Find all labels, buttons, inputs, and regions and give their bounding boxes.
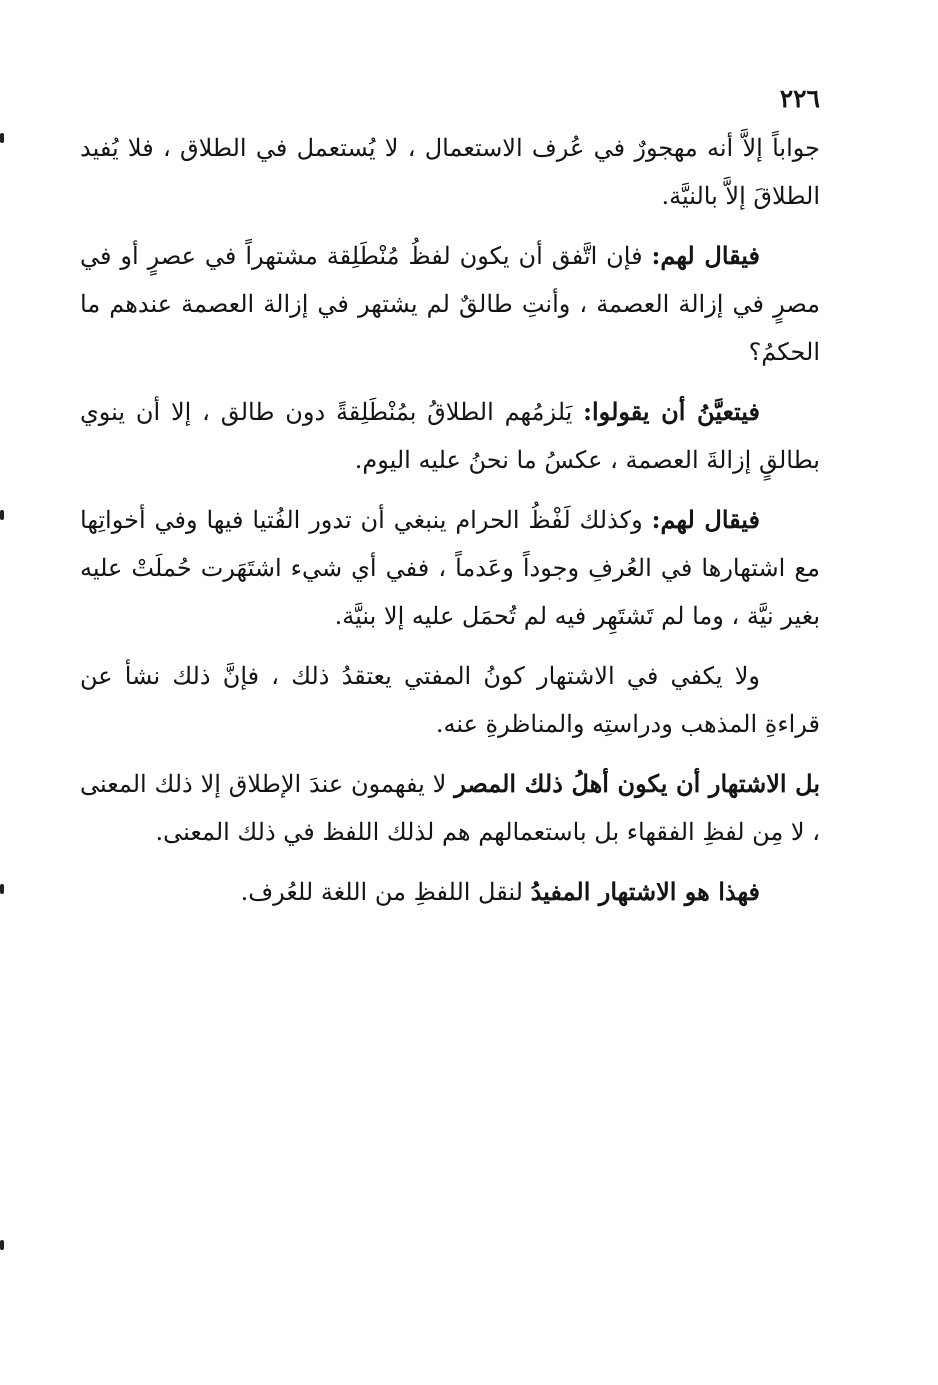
scan-mark bbox=[0, 884, 4, 894]
paragraph-5 bbox=[80, 652, 820, 748]
paragraph-text: لا يفهمون عندَ الإطلاق إلا ذلك المعنى ، لا مِن لفظِ الفقهاء بل باستعمالهم هم لذلك اللفظ في ذلك المعنى. bbox=[80, 770, 820, 846]
paragraph-lead: فيقال لهم: bbox=[651, 505, 760, 534]
paragraph-1 bbox=[80, 124, 820, 220]
paragraph-text: فإن اتَّفق أن يكون لفظُ مُنْطَلِقة مشتهراً في عصرٍ أو في مصرٍ في إزالة العصمة ، وأنتِ طالقٌ لم يشتهر في إزالة العصمة عندهم ما الحكمُ؟ bbox=[80, 242, 820, 366]
paragraph-text: يَلزمُهم الطلاقُ بمُنْطَلِقةً دون طالق ، إلا أن ينوي بطالقٍ إزالةَ العصمة ، عكسُ ما نحنُ عليه اليوم. bbox=[80, 398, 820, 474]
scan-mark bbox=[0, 133, 4, 143]
paragraph-lead: فيقال لهم: bbox=[651, 241, 760, 270]
paragraph-2 bbox=[80, 232, 820, 376]
paragraph-text: ولا يكفي في الاشتهار كونُ المفتي يعتقدُ ذلك ، فإنَّ ذلك نشأ عن قراءةِ المذهب ودراستِه والمناظرةِ عنه. bbox=[80, 662, 820, 738]
paragraph-lead: فيتعيَّنُ أن يقولوا: bbox=[583, 397, 761, 426]
scan-mark bbox=[0, 1240, 4, 1250]
paragraph-6 bbox=[80, 760, 820, 856]
paragraph-lead: فهذا هو الاشتهار المفيدُ bbox=[530, 877, 760, 906]
page-text bbox=[80, 124, 820, 928]
paragraph-4 bbox=[80, 496, 820, 640]
page-number: ٢٢٦ bbox=[779, 84, 820, 113]
paragraph-7 bbox=[80, 868, 820, 916]
paragraph-text: وكذلك لَفْظُ الحرام ينبغي أن تدور الفُتيا فيها وفي أخواتِها مع اشتهارها في العُرفِ وجوداً وعَدماً ، ففي أي شيء اشتَهَرت حُملَتْ عليه بغير نيَّة ، وما لم تَشتَهِر فيه لم تُحمَل عليه إلا بنيَّة. bbox=[80, 506, 820, 630]
paragraph-text: جواباً إلاَّ أنه مهجورٌ في عُرف الاستعمال ، لا يُستعمل في الطلاق ، فلا يُفيد الطلاقَ إلاَّ بالنيَّة. bbox=[80, 134, 820, 210]
paragraph-3 bbox=[80, 388, 820, 484]
paragraph-text: لنقل اللفظِ من اللغة للعُرف. bbox=[240, 878, 531, 906]
scan-mark bbox=[0, 510, 4, 520]
paragraph-lead: بل الاشتهار أن يكون أهلُ ذلك المصر bbox=[454, 769, 821, 798]
